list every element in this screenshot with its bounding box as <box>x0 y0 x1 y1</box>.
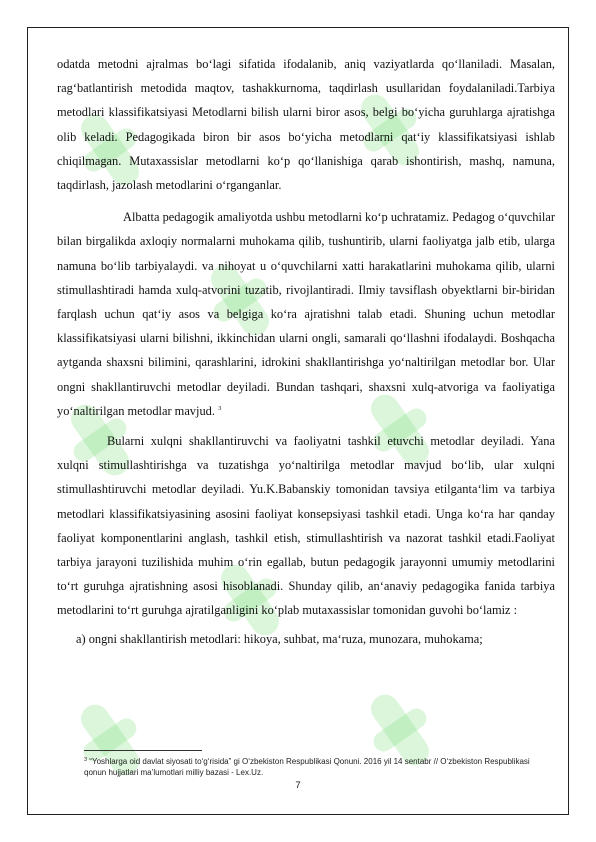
paragraph-3: Bularni xulqni shakllantiruvchi va faoliyatni tashkil etuvchi metodlar deyiladi. Yana xulqni stimullashtirishga va tuzatishga yo‘naltirilga metodlar mavjud bo‘lib, ular xulqni stimullashtiruvchi metodlar deyiladi. Yu.K.Babanskiy tomonidan tavsiya etilganta‘lim va tarbiya metodlari klassifikatsiyasining asosini faoliyat konsepsiyasi tashkil etadi. Unga ko‘ra har qanday faoliyat komponentlarini anglash, tashkil etish, stimullashtirish va nazorat tashkil etadi.Faoliyat tarbiya jarayoni tuzilishida muhim o‘rin egallab, butun pedagogik jarayonni umumiy metodlarini to‘rt guruhga ajratishning asosi hisoblanadi. Shunday qilib, an‘anaviy pedagogika fanida tarbiya metodlarini to‘rt guruhga ajratilganligini ko‘plab mutaxassislar tomonidan guvohi bo‘lamiz : <box>57 434 555 618</box>
paragraph-2-text: Albatta pedagogik amaliyotda ushbu metodlarni ko‘p uchratamiz. Pedagog o‘quvchilar bilan birgalikda axloqiy normalarni muhokama qilib, tushuntirib, ularni faoliyatga jalb etib, ularga namuna bo‘lib tarbiyalaydi. va nihoyat u o‘quvchilarni xatti harakatlarini muhokama qilib, ularni stimullashtiradi hamda xulq-atvorini tuzatib, rivojlantiradi. Ilmiy tavsiflash obyektlarni bir-biridan farqlash uchun qat‘iy asos va belgiga ko‘ra ajratishni talab etadi. Shuning uchun metodlar klassifikatsiyasi ularni bilishni, ikkinchidan ularni ongli, samarali qo‘llashni ifodalaydi. Boshqacha aytganda shaxsni bilimini, qarashlarini, idrokini shakllantirishga yo‘naltirilgan metodlar bor. Ular ongni shakllantiruvchi metodlar deyiladi. Bundan tashqari, shaxsni xulq-atvoriga va faoliyatiga yo‘naltirilgan metodlar mavjud. <box>57 210 555 418</box>
body-text <box>57 52 555 651</box>
footnote-number: 3 <box>84 757 88 763</box>
footnote <box>84 756 554 778</box>
footnote-separator <box>84 750 202 751</box>
page-number: 7 <box>295 780 301 791</box>
paragraph-2 <box>57 205 555 423</box>
footnote-text: “Yoshlarga oid davlat siyosati to‘g‘risida” gi O‘zbekiston Respublikasi Qonuni. 2016 yil 14 sentabr // O‘zbekiston Respublikasi qonun hujjatlari ma’lumotlari milliy bazasi - Lex.Uz. <box>84 757 530 777</box>
paragraph-1: odatda metodni ajralmas bo‘lagi sifatida ifodalanib, aniq vaziyatlarda qo‘llaniladi. Masalan, rag‘batlantirish metodida maqtov, tashakkurnoma, taqdirlash usullaridan foydalaniladi.Tarbiya metodlari klassifikatsiyasi Metodlarni bilish ularni biror asos, belgi bo‘yicha guruhlarga ajratishga olib keladi. Pedagogikada biron bir asos bo‘yicha metodlarni qat‘iy klassifikatsiyasi ishlab chiqilmagan. Mutaxassislar metodlarni ko‘p qo‘llanishiga qarab ishontirish, mashq, namuna, taqdirlash, jazolash metodlarini o‘rganganlar. <box>57 57 555 193</box>
list-item-a: a) ongni shakllantirish metodlari: hikoya, suhbat, ma‘ruza, munozara, muhokama; <box>76 631 483 646</box>
footnote-reference[interactable]: 3 <box>218 404 222 412</box>
